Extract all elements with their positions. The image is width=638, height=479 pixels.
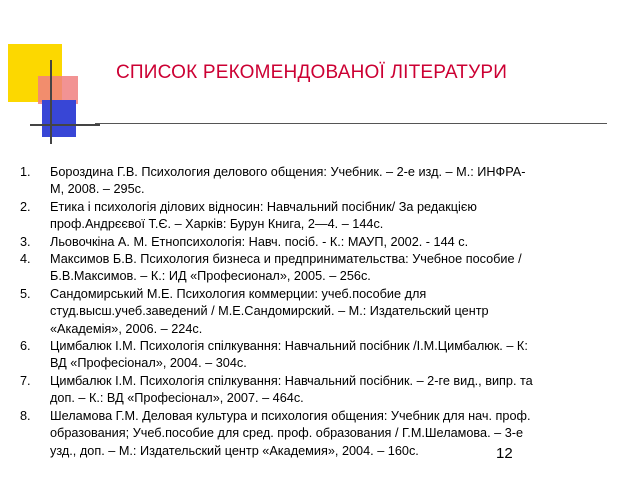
reference-text-line: Бороздина Г.В. Психология делового общения: Учебник. – 2-е изд. – М.: ИНФРА-: [50, 165, 526, 179]
logo-vertical-line: [50, 60, 52, 144]
reference-item: [20, 251, 620, 286]
reference-number: 3.: [20, 234, 31, 249]
reference-text-line: Цимбалюк І.М. Психологія спілкування: Навчальний посібник /І.М.Цимбалюк. – К:: [50, 339, 528, 354]
reference-text-line: студ.высш.учеб.заведений / М.Е.Сандомирский. – М.: Издательский центр: [50, 304, 489, 319]
reference-text-line: Шеламова Г.М. Деловая культура и психология общения: Учебник для нач. проф.: [50, 408, 531, 423]
title-underline: [95, 123, 607, 124]
reference-item: [20, 234, 620, 251]
reference-text-line: М, 2008. – 295с.: [50, 182, 145, 197]
reference-number: 2.: [20, 199, 31, 214]
reference-text-line: образования; Учеб.пособие для сред. проф. образования / Г.М.Шеламова. – 3-е: [50, 426, 524, 441]
reference-text-line: Сандомирський М.Е. Психология коммерции: учеб.пособие для: [50, 286, 427, 301]
reference-text-line: Льовочкіна А. М. Етнопсихологія: Навч. посіб. - К.: МАУП, 2002. - 144 с.: [50, 234, 469, 249]
reference-number: 4.: [20, 252, 31, 267]
reference-item: [20, 373, 620, 408]
reference-item: [20, 286, 620, 338]
reference-text-line: доп. – К.: ВД «Професіонал», 2007. – 464с.: [50, 391, 304, 406]
reference-number: 5.: [20, 286, 31, 301]
reference-text-line: проф.Андрєєвої Т.Є. – Харків: Бурун Книга, 2—4. – 144с.: [50, 217, 384, 232]
reference-number: 1.: [20, 165, 31, 179]
reference-item: [20, 408, 620, 460]
reference-item: [20, 164, 620, 199]
slide-title: СПИСОК РЕКОМЕНДОВАНОЇ ЛІТЕРАТУРИ: [116, 62, 508, 83]
reference-item: [20, 338, 620, 373]
reference-text-line: «Академія», 2006. – 224с.: [50, 321, 203, 336]
logo-blue-square: [42, 100, 76, 137]
reference-text-line: Максимов Б.В. Психология бизнеса и предпринимательства: Учебное пособие /: [50, 252, 522, 267]
reference-number: 7.: [20, 373, 31, 388]
reference-text-line: ВД «Професіонал», 2004. – 304с.: [50, 356, 247, 371]
reference-number: 8.: [20, 408, 31, 423]
page-number: 12: [496, 445, 513, 462]
reference-list: [20, 164, 620, 460]
logo-horizontal-line: [30, 124, 100, 126]
reference-text-line: Б.В.Максимов. – К.: ИД «Професионал», 2005. – 256с.: [50, 269, 371, 284]
reference-text-line: Цимбалюк І.М. Психологія спілкування: Навчальний посібник. – 2-ге вид., випр. та: [50, 373, 533, 388]
reference-item: [20, 199, 620, 234]
reference-text-line: узд., доп. – М.: Издательский центр «Академия», 2004. – 160с.: [50, 443, 419, 458]
reference-number: 6.: [20, 339, 31, 354]
reference-text-line: Етика і психологія ділових відносин: Навчальний посібник/ За редакцією: [50, 199, 477, 214]
